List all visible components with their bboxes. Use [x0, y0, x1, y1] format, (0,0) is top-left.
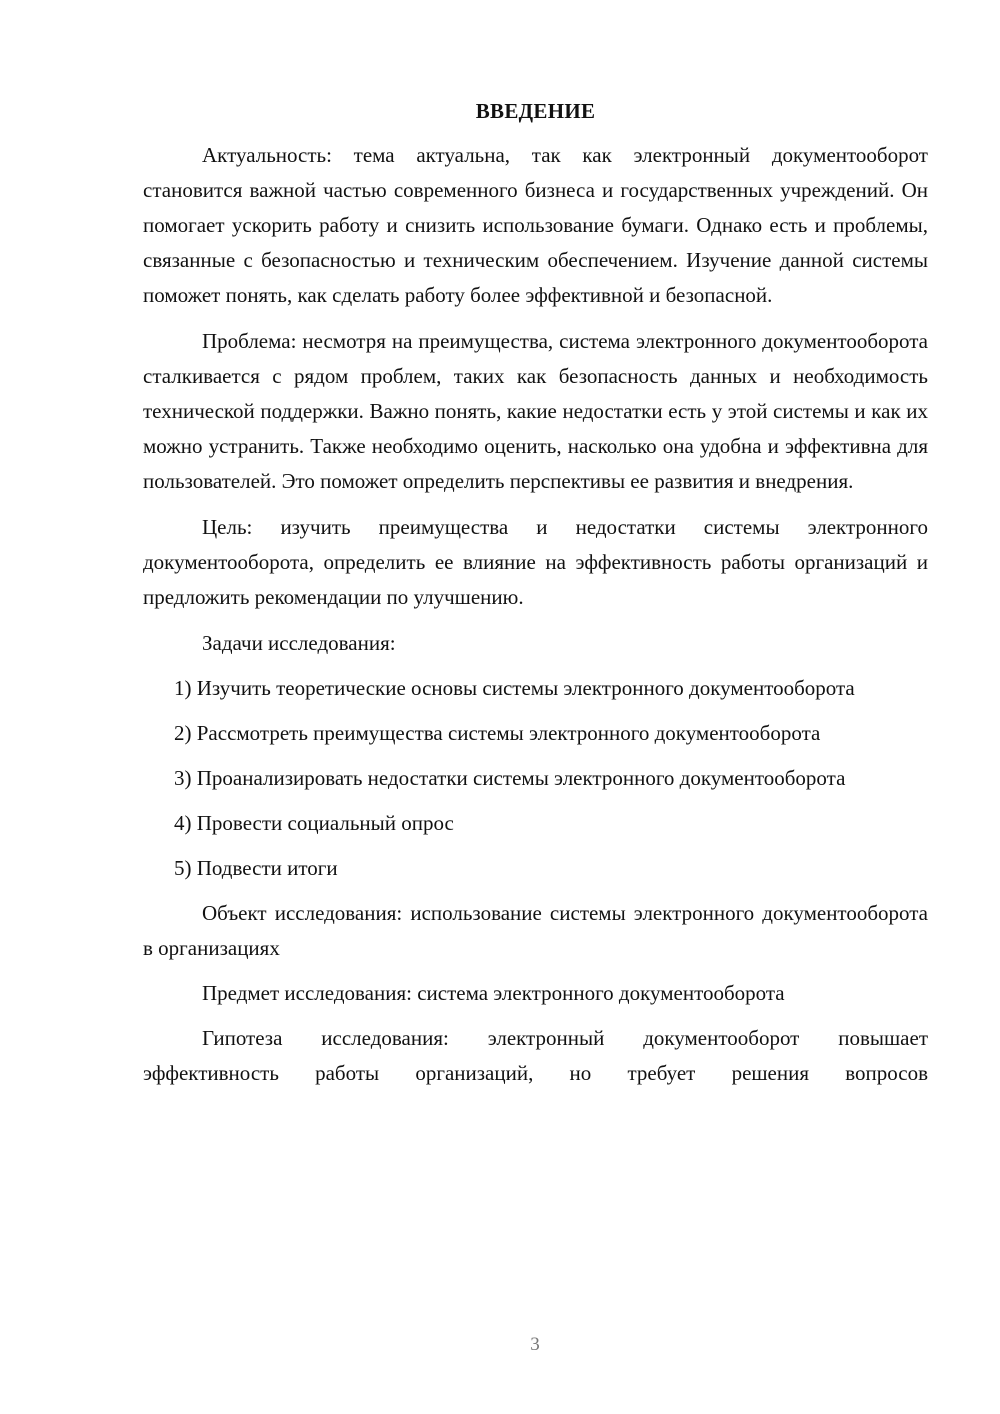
task-item-5: 5) Подвести итоги: [174, 856, 338, 880]
task-item-1: 1) Изучить теоретические основы системы электронного документооборота: [174, 676, 855, 700]
task-item-2: 2) Рассмотреть преимущества системы электронного документооборота: [174, 721, 821, 745]
section-title: ВВЕДЕНИЕ: [475, 99, 596, 123]
paragraph-goal: Цель: изучить преимущества и недостатки системы электронного документооборота, определить ее влияние на эффективность работы организаций и предложить рекомендации по улучшению.: [143, 515, 928, 609]
tasks-heading: Задачи исследования:: [202, 631, 396, 655]
task-item-4: 4) Провести социальный опрос: [174, 811, 454, 835]
task-item-3: 3) Проанализировать недостатки системы электронного документооборота: [174, 766, 846, 790]
paragraph-subject: Предмет исследования: система электронного документооборота: [202, 981, 785, 1005]
page-content: [143, 96, 928, 1091]
paragraph-object: Объект исследования: использование системы электронного документооборота в организациях: [143, 901, 928, 960]
paragraph-hypothesis: Гипотеза исследования: электронный документооборот повышает эффективность работы организаций, но требует решения вопросов: [143, 1026, 928, 1085]
paragraph-relevance: Актуальность: тема актуальна, так как электронный документооборот становится важной частью современного бизнеса и государственных учреждений. Он помогает ускорить работу и снизить использование бумаги. Однако есть и проблемы, связанные с безопасностью и техническим обеспечением. Изучение данной системы поможет понять, как сделать работу более эффективной и безопасной.: [143, 143, 928, 307]
paragraph-problem: Проблема: несмотря на преимущества, система электронного документооборота сталкивается с рядом проблем, таких как безопасность данных и необходимость технической поддержки. Важно понять, какие недостатки есть у этой системы и как их можно устранить. Также необходимо оценить, насколько она удобна и эффективна для пользователей. Это поможет определить перспективы ее развития и внедрения.: [143, 329, 928, 493]
page-number: 3: [530, 1334, 540, 1355]
